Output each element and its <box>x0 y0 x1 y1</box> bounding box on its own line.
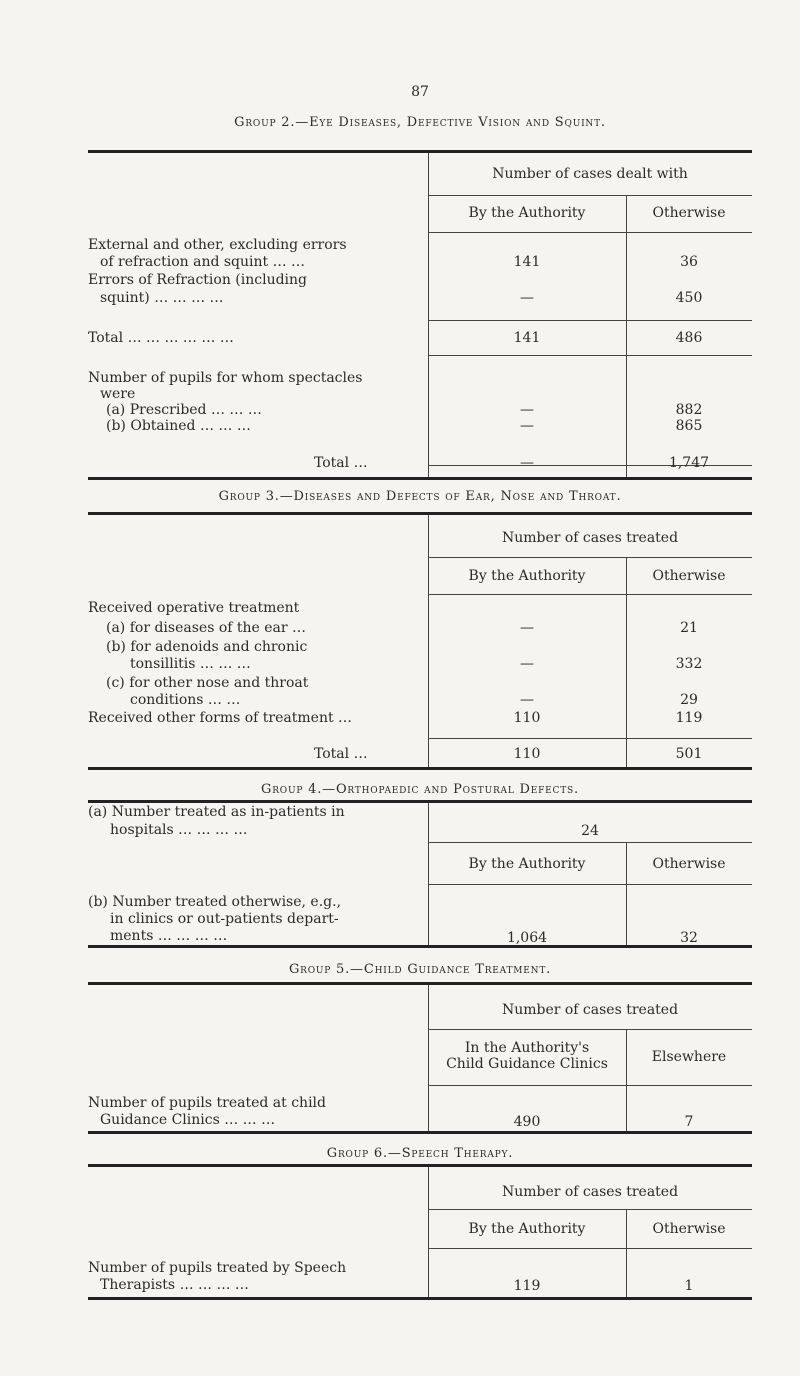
group4-col2: Otherwise <box>652 856 726 872</box>
group6-row-label: Number of pupils treated by Speech <box>88 1260 347 1276</box>
group3-c-label: (c) for other nose and throat <box>106 675 309 691</box>
group2-b-v1: — <box>520 418 534 434</box>
group3-title: Group 3.—Diseases and Defects of Ear, Nose and Throat. <box>218 489 622 504</box>
group2-row1-label: External and other, excluding errors <box>88 237 347 253</box>
group2-col2: Otherwise <box>652 205 726 221</box>
group3-b-v1: — <box>520 656 534 672</box>
group3-c-v2: 29 <box>680 692 698 708</box>
rule <box>88 477 752 480</box>
group2-col1: By the Authority <box>468 205 586 221</box>
group3-a-v2: 21 <box>680 620 698 636</box>
group2-row2-v2: 450 <box>675 290 703 306</box>
group5-col2: Elsewhere <box>651 1049 727 1065</box>
divider <box>428 842 752 843</box>
group5-row-label-cont: Guidance Clinics … … … <box>100 1112 276 1128</box>
group3-other-v2: 119 <box>675 710 703 726</box>
group4-b-label-cont: in clinics or out-patients depart- <box>110 911 339 927</box>
divider <box>428 232 752 233</box>
rule <box>88 1164 752 1167</box>
group2-row2-v1: — <box>520 290 534 306</box>
group3-table <box>88 512 752 770</box>
group5-title: Group 5.—Child Guidance Treatment. <box>288 962 552 977</box>
group4-b-v2: 32 <box>680 930 698 946</box>
group2-table <box>88 150 752 480</box>
page-number: 87 <box>411 84 429 100</box>
group6-v1: 119 <box>513 1278 541 1294</box>
group2-header: Number of cases dealt with <box>492 166 688 182</box>
group2-row2-label: Errors of Refraction (including <box>88 272 308 288</box>
group6-col1: By the Authority <box>468 1221 586 1237</box>
divider <box>428 1248 752 1249</box>
group3-total-label: Total … <box>314 746 368 762</box>
rule <box>88 767 752 770</box>
group2-b-label: (b) Obtained … … … <box>106 418 251 434</box>
divider <box>428 884 752 885</box>
group6-header: Number of cases treated <box>501 1184 679 1200</box>
group4-table <box>88 800 752 948</box>
group3-b-label: (b) for adenoids and chronic <box>106 639 308 655</box>
group2-total2-v1: — <box>520 455 534 471</box>
group3-c-label-cont: conditions … … <box>130 692 241 708</box>
group3-col2: Otherwise <box>652 568 726 584</box>
group4-b-v1: 1,064 <box>506 930 548 946</box>
group5-header: Number of cases treated <box>501 1002 679 1018</box>
divider <box>428 355 752 356</box>
group3-a-label: (a) for diseases of the ear … <box>106 620 307 636</box>
group5-col1: In the Authority's <box>464 1040 590 1056</box>
group6-col2: Otherwise <box>652 1221 726 1237</box>
divider <box>428 738 752 739</box>
rule <box>88 1297 752 1300</box>
group5-row-label: Number of pupils treated at child <box>88 1095 326 1111</box>
rule <box>88 150 752 153</box>
group2-total1-label: Total … … … … … … <box>88 330 234 346</box>
rule <box>88 512 752 515</box>
group6-title: Group 6.—Speech Therapy. <box>326 1146 514 1161</box>
divider <box>428 1029 752 1030</box>
group4-a-value: 24 <box>581 823 599 839</box>
divider <box>428 1085 752 1086</box>
group3-other-label: Received other forms of treatment … <box>88 710 353 726</box>
divider <box>428 515 429 770</box>
group4-col1: By the Authority <box>468 856 586 872</box>
divider <box>428 594 752 595</box>
group2-total2-label: Total … <box>314 455 368 471</box>
group4-b-label: (b) Number treated otherwise, e.g., <box>88 894 342 910</box>
group6-v2: 1 <box>684 1278 694 1294</box>
group2-a-v1: — <box>520 402 534 418</box>
group2-spect-label-cont: were <box>100 386 136 402</box>
divider <box>428 320 752 321</box>
group5-table <box>88 982 752 1134</box>
group4-title: Group 4.—Orthopaedic and Postural Defects. <box>261 782 579 797</box>
group3-col1: By the Authority <box>468 568 586 584</box>
divider <box>428 195 752 196</box>
group5-v1: 490 <box>513 1114 541 1130</box>
group4-b-label-cont2: ments … … … … <box>110 928 228 944</box>
group3-b-label-cont: tonsillitis … … … <box>130 656 251 672</box>
group3-total-v2: 501 <box>675 746 703 762</box>
rule <box>88 982 752 985</box>
divider <box>428 557 752 558</box>
group6-table <box>88 1164 752 1300</box>
group3-other-v1: 110 <box>513 710 541 726</box>
rule <box>88 1131 752 1134</box>
group3-received-label: Received operative treatment <box>88 600 300 616</box>
group2-title: Group 2.—Eye Diseases, Defective Vision and Squint. <box>234 115 606 130</box>
group3-b-v2: 332 <box>675 656 703 672</box>
group2-total1-v2: 486 <box>675 330 703 346</box>
group2-row2-label-cont: squint) … … … … <box>100 290 224 306</box>
group5-v2: 7 <box>684 1114 694 1130</box>
group6-row-label-cont: Therapists … … … … <box>100 1277 249 1293</box>
group2-a-label: (a) Prescribed … … … <box>106 402 262 418</box>
group3-total-v1: 110 <box>513 746 541 762</box>
group2-b-v2: 865 <box>675 418 703 434</box>
group2-total2-v2: 1,747 <box>668 455 710 471</box>
divider <box>428 1209 752 1210</box>
group2-row1-v1: 141 <box>513 254 541 270</box>
group2-total1-v1: 141 <box>513 330 541 346</box>
group2-row1-label-cont: of refraction and squint … … <box>100 254 306 270</box>
group2-a-v2: 882 <box>675 402 703 418</box>
group3-c-v1: — <box>520 692 534 708</box>
group2-row1-v2: 36 <box>680 254 698 270</box>
group5-col1-cont: Child Guidance Clinics <box>446 1056 608 1072</box>
group4-a-label: (a) Number treated as in-patients in <box>88 804 345 820</box>
group3-a-v1: — <box>520 620 534 636</box>
group2-spect-label: Number of pupils for whom spectacles <box>88 370 363 386</box>
group4-a-label-cont: hospitals … … … … <box>110 822 248 838</box>
group3-header: Number of cases treated <box>501 530 679 546</box>
rule <box>88 800 752 803</box>
